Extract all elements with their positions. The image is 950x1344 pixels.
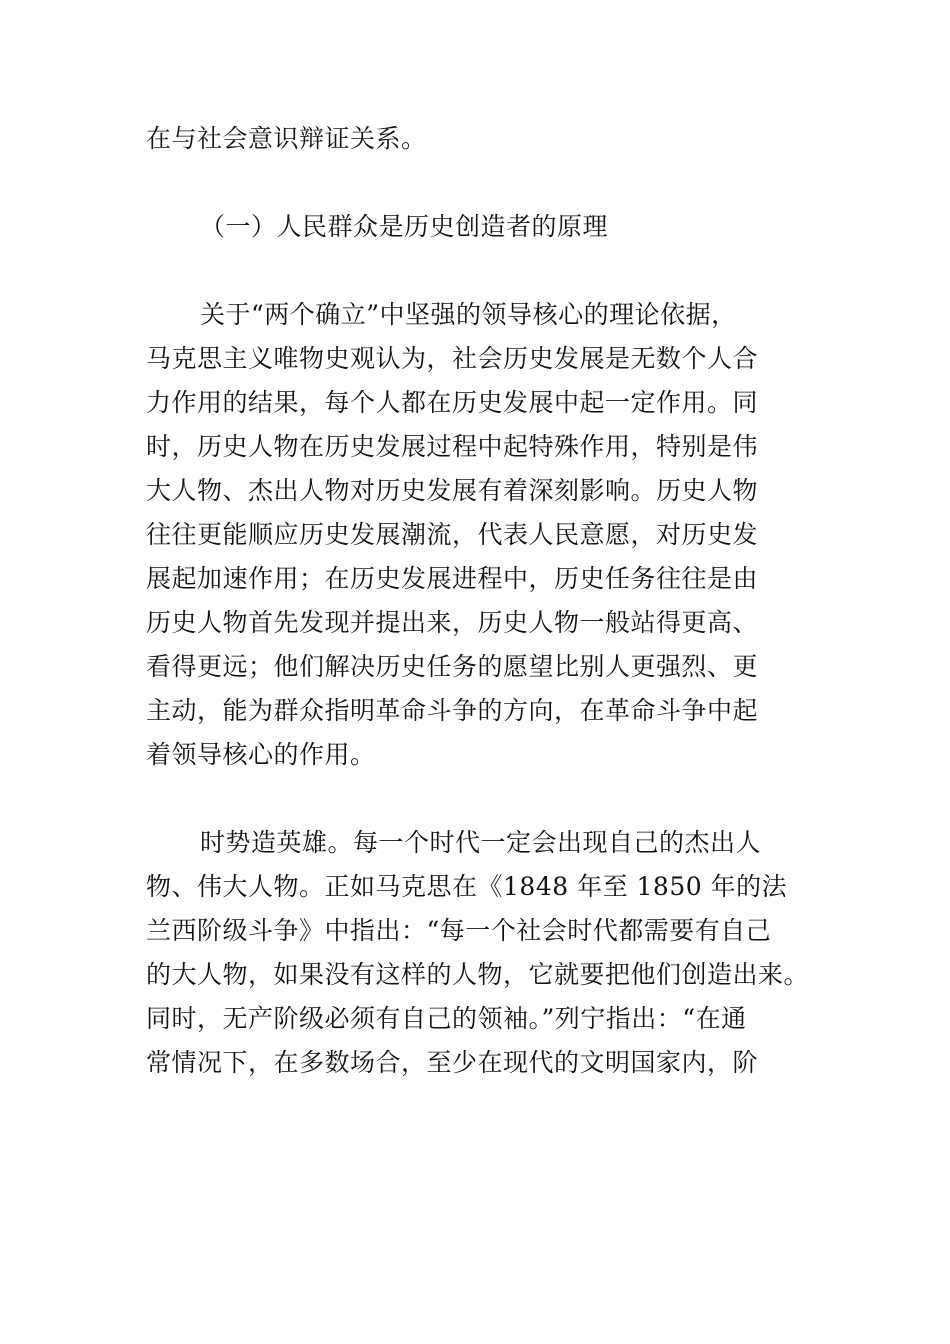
paragraph-line: 力作用的结果，每个人都在历史发展中起一定作用。同 <box>146 388 759 417</box>
paragraph-line: 时，历史人物在历史发展过程中起特殊作用，特别是伟 <box>146 432 759 461</box>
paragraph-line: 马克思主义唯物史观认为，社会历史发展是无数个人合 <box>146 344 759 373</box>
paragraph-line: 着领导核心的作用。 <box>146 740 376 769</box>
paragraph-line: 大人物、杰出人物对历史发展有着深刻影响。历史人物 <box>146 476 759 505</box>
paragraph-line: 常情况下，在多数场合，至少在现代的文明国家内，阶 <box>146 1048 759 1077</box>
paragraph-line: 在与社会意识辩证关系。 <box>146 124 427 153</box>
paragraph-line: 看得更远；他们解决历史任务的愿望比别人更强烈、更 <box>146 652 759 681</box>
paragraph-line: 物、伟大人物。正如马克思在《1848 年至 1850 年的法 <box>146 872 788 901</box>
paragraph-line: 往往更能顺应历史发展潮流，代表人民意愿，对历史发 <box>146 520 759 549</box>
paragraph-line: 主动，能为群众指明革命斗争的方向，在革命斗争中起 <box>146 696 759 725</box>
paragraph-line: 同时，无产阶级必须有自己的领袖。”列宁指出：“在通 <box>146 1004 747 1033</box>
paragraph-line: 历史人物首先发现并提出来，历史人物一般站得更高、 <box>146 608 759 637</box>
paragraph-line: 时势造英雄。每一个时代一定会出现自己的杰出人 <box>200 828 762 857</box>
paragraph-line: 的大人物，如果没有这样的人物，它就要把他们创造出来。 <box>146 960 810 989</box>
paragraph-line: 兰西阶级斗争》中指出：“每一个社会时代都需要有自己 <box>146 916 772 945</box>
section-heading: （一）人民群众是历史创造者的原理 <box>200 212 609 241</box>
paragraph-line: 展起加速作用；在历史发展进程中，历史任务往往是由 <box>146 564 759 593</box>
paragraph-line: 关于“两个确立”中坚强的领导核心的理论依据， <box>200 300 737 329</box>
